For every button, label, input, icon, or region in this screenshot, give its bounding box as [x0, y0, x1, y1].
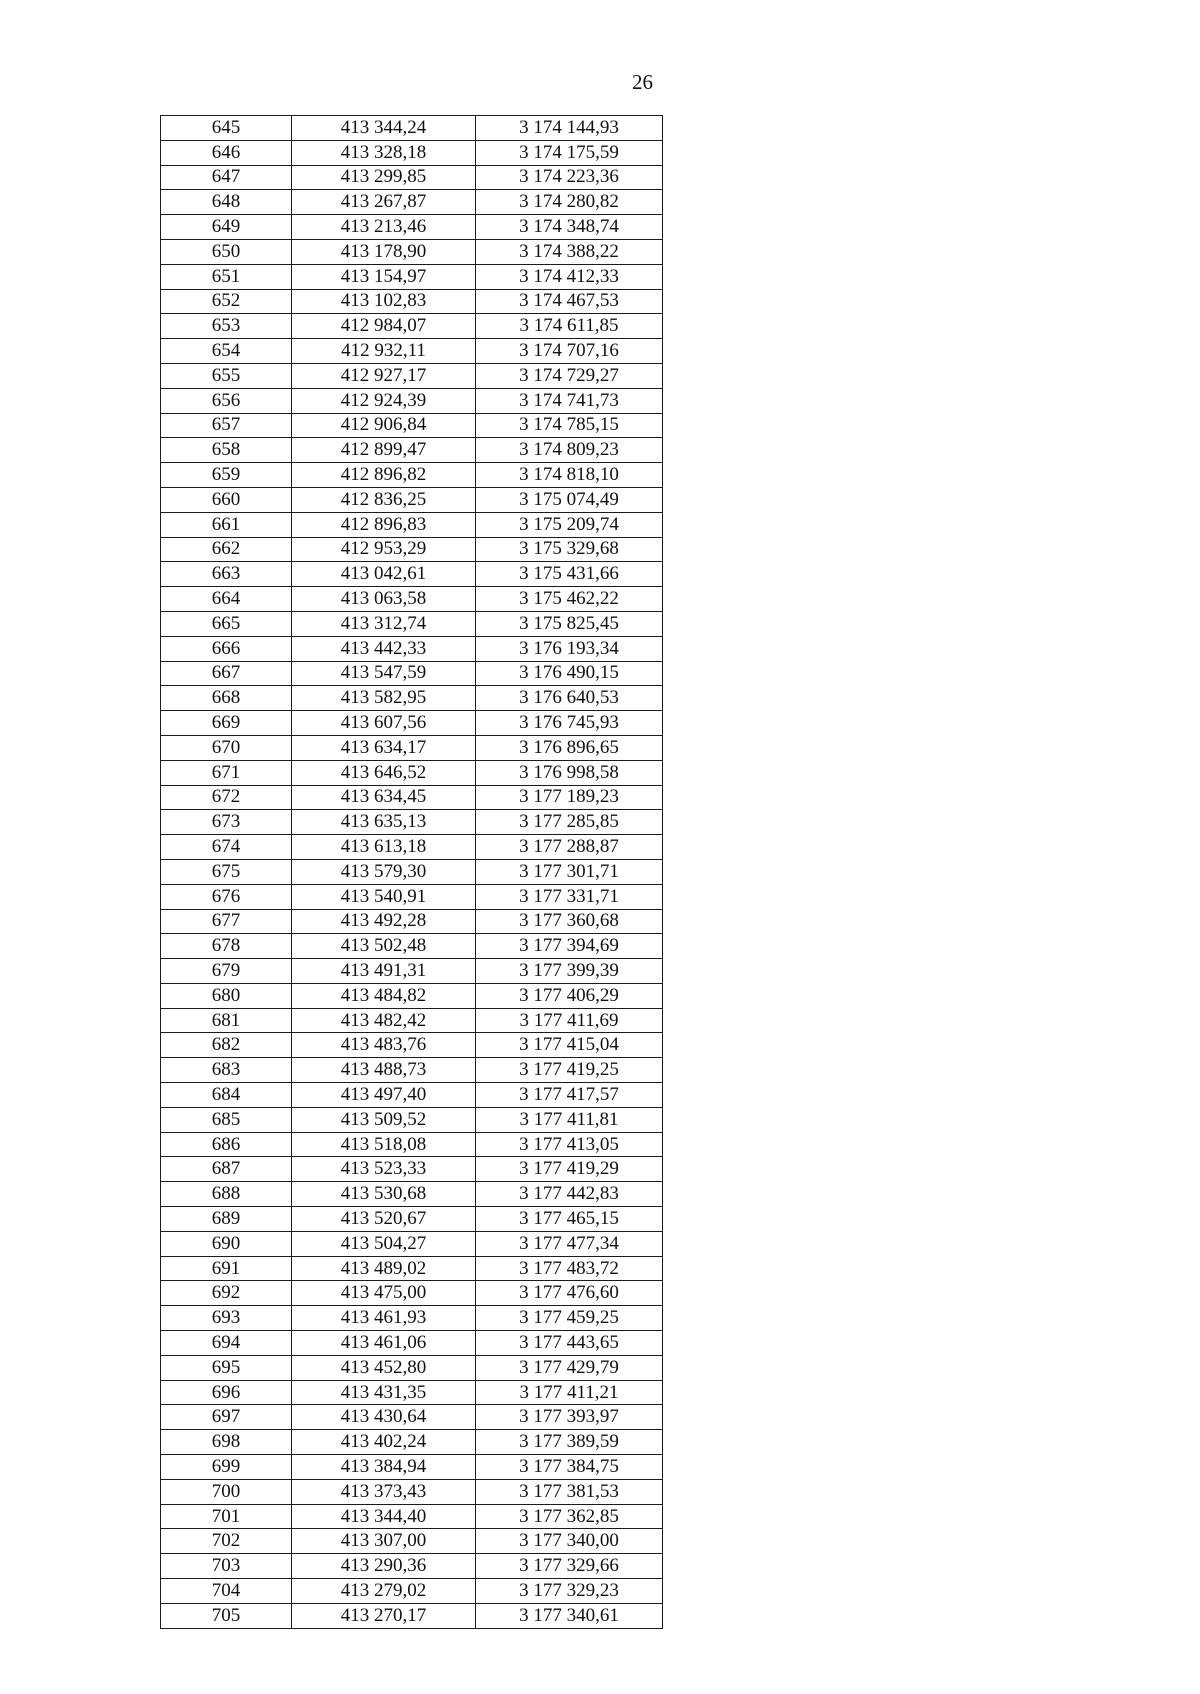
y-coordinate-cell: 3 177 459,25 — [476, 1306, 663, 1331]
point-number-cell: 684 — [161, 1083, 292, 1108]
y-coordinate-cell: 3 177 340,00 — [476, 1529, 663, 1554]
x-coordinate-cell: 413 307,00 — [292, 1529, 476, 1554]
point-number-cell: 677 — [161, 909, 292, 934]
table-row — [161, 487, 663, 512]
y-coordinate-cell: 3 174 611,85 — [476, 314, 663, 339]
table-row — [161, 363, 663, 388]
y-coordinate-cell: 3 174 741,73 — [476, 388, 663, 413]
table-row — [161, 1504, 663, 1529]
point-number-cell: 666 — [161, 636, 292, 661]
y-coordinate-cell: 3 174 348,74 — [476, 215, 663, 240]
x-coordinate-cell: 413 178,90 — [292, 239, 476, 264]
x-coordinate-cell: 413 267,87 — [292, 190, 476, 215]
table-row — [161, 661, 663, 686]
y-coordinate-cell: 3 174 785,15 — [476, 413, 663, 438]
x-coordinate-cell: 413 102,83 — [292, 289, 476, 314]
x-coordinate-cell: 413 279,02 — [292, 1579, 476, 1604]
y-coordinate-cell: 3 175 825,45 — [476, 611, 663, 636]
point-number-cell: 650 — [161, 239, 292, 264]
y-coordinate-cell: 3 176 896,65 — [476, 735, 663, 760]
table-row — [161, 636, 663, 661]
point-number-cell: 700 — [161, 1479, 292, 1504]
table-row — [161, 1182, 663, 1207]
x-coordinate-cell: 413 402,24 — [292, 1430, 476, 1455]
x-coordinate-cell: 413 582,95 — [292, 686, 476, 711]
table-row — [161, 760, 663, 785]
y-coordinate-cell: 3 177 415,04 — [476, 1033, 663, 1058]
x-coordinate-cell: 413 504,27 — [292, 1231, 476, 1256]
y-coordinate-cell: 3 174 818,10 — [476, 463, 663, 488]
table-row — [161, 413, 663, 438]
coordinates-table — [160, 115, 663, 1629]
table-row — [161, 909, 663, 934]
point-number-cell: 662 — [161, 537, 292, 562]
table-row — [161, 388, 663, 413]
table-row — [161, 735, 663, 760]
table-row — [161, 1107, 663, 1132]
y-coordinate-cell: 3 177 189,23 — [476, 785, 663, 810]
y-coordinate-cell: 3 177 411,21 — [476, 1380, 663, 1405]
x-coordinate-cell: 413 475,00 — [292, 1281, 476, 1306]
x-coordinate-cell: 413 523,33 — [292, 1157, 476, 1182]
y-coordinate-cell: 3 177 406,29 — [476, 983, 663, 1008]
table-row — [161, 785, 663, 810]
x-coordinate-cell: 413 461,93 — [292, 1306, 476, 1331]
page-number: 26 — [632, 70, 653, 94]
y-coordinate-cell: 3 174 729,27 — [476, 363, 663, 388]
table-row — [161, 1405, 663, 1430]
y-coordinate-cell: 3 174 467,53 — [476, 289, 663, 314]
table-row — [161, 835, 663, 860]
point-number-cell: 685 — [161, 1107, 292, 1132]
y-coordinate-cell: 3 177 413,05 — [476, 1132, 663, 1157]
x-coordinate-cell: 413 497,40 — [292, 1083, 476, 1108]
x-coordinate-cell: 413 452,80 — [292, 1355, 476, 1380]
y-coordinate-cell: 3 174 388,22 — [476, 239, 663, 264]
x-coordinate-cell: 412 932,11 — [292, 339, 476, 364]
y-coordinate-cell: 3 177 362,85 — [476, 1504, 663, 1529]
point-number-cell: 693 — [161, 1306, 292, 1331]
y-coordinate-cell: 3 177 301,71 — [476, 859, 663, 884]
y-coordinate-cell: 3 175 462,22 — [476, 587, 663, 612]
y-coordinate-cell: 3 177 394,69 — [476, 934, 663, 959]
x-coordinate-cell: 413 635,13 — [292, 810, 476, 835]
table-row — [161, 959, 663, 984]
y-coordinate-cell: 3 175 431,66 — [476, 562, 663, 587]
y-coordinate-cell: 3 177 360,68 — [476, 909, 663, 934]
point-number-cell: 703 — [161, 1554, 292, 1579]
y-coordinate-cell: 3 177 417,57 — [476, 1083, 663, 1108]
table-row — [161, 1231, 663, 1256]
y-coordinate-cell: 3 177 419,25 — [476, 1058, 663, 1083]
y-coordinate-cell: 3 177 419,29 — [476, 1157, 663, 1182]
y-coordinate-cell: 3 177 483,72 — [476, 1256, 663, 1281]
y-coordinate-cell: 3 177 288,87 — [476, 835, 663, 860]
point-number-cell: 691 — [161, 1256, 292, 1281]
point-number-cell: 678 — [161, 934, 292, 959]
y-coordinate-cell: 3 177 476,60 — [476, 1281, 663, 1306]
x-coordinate-cell: 413 484,82 — [292, 983, 476, 1008]
table-row — [161, 314, 663, 339]
x-coordinate-cell: 413 312,74 — [292, 611, 476, 636]
y-coordinate-cell: 3 177 393,97 — [476, 1405, 663, 1430]
x-coordinate-cell: 413 328,18 — [292, 140, 476, 165]
table-row — [161, 611, 663, 636]
y-coordinate-cell: 3 177 477,34 — [476, 1231, 663, 1256]
x-coordinate-cell: 412 953,29 — [292, 537, 476, 562]
point-number-cell: 697 — [161, 1405, 292, 1430]
point-number-cell: 649 — [161, 215, 292, 240]
x-coordinate-cell: 413 634,17 — [292, 735, 476, 760]
point-number-cell: 659 — [161, 463, 292, 488]
point-number-cell: 676 — [161, 884, 292, 909]
table-row — [161, 190, 663, 215]
point-number-cell: 695 — [161, 1355, 292, 1380]
table-row — [161, 1157, 663, 1182]
x-coordinate-cell: 413 384,94 — [292, 1455, 476, 1480]
y-coordinate-cell: 3 177 442,83 — [476, 1182, 663, 1207]
point-number-cell: 667 — [161, 661, 292, 686]
y-coordinate-cell: 3 174 144,93 — [476, 116, 663, 141]
y-coordinate-cell: 3 177 443,65 — [476, 1331, 663, 1356]
table-row — [161, 339, 663, 364]
point-number-cell: 689 — [161, 1207, 292, 1232]
point-number-cell: 679 — [161, 959, 292, 984]
x-coordinate-cell: 412 899,47 — [292, 438, 476, 463]
point-number-cell: 701 — [161, 1504, 292, 1529]
point-number-cell: 686 — [161, 1132, 292, 1157]
x-coordinate-cell: 413 290,36 — [292, 1554, 476, 1579]
table-row — [161, 686, 663, 711]
point-number-cell: 702 — [161, 1529, 292, 1554]
point-number-cell: 696 — [161, 1380, 292, 1405]
table-row — [161, 438, 663, 463]
x-coordinate-cell: 412 984,07 — [292, 314, 476, 339]
point-number-cell: 647 — [161, 165, 292, 190]
table-row — [161, 1207, 663, 1232]
x-coordinate-cell: 413 063,58 — [292, 587, 476, 612]
table-row — [161, 264, 663, 289]
y-coordinate-cell: 3 176 640,53 — [476, 686, 663, 711]
x-coordinate-cell: 413 461,06 — [292, 1331, 476, 1356]
point-number-cell: 655 — [161, 363, 292, 388]
x-coordinate-cell: 413 482,42 — [292, 1008, 476, 1033]
point-number-cell: 658 — [161, 438, 292, 463]
point-number-cell: 673 — [161, 810, 292, 835]
table-row — [161, 1331, 663, 1356]
x-coordinate-cell: 412 896,83 — [292, 512, 476, 537]
coordinates-table-body — [161, 116, 663, 1629]
table-row — [161, 1058, 663, 1083]
table-row — [161, 1256, 663, 1281]
point-number-cell: 665 — [161, 611, 292, 636]
table-row — [161, 934, 663, 959]
point-number-cell: 645 — [161, 116, 292, 141]
y-coordinate-cell: 3 177 381,53 — [476, 1479, 663, 1504]
x-coordinate-cell: 412 896,82 — [292, 463, 476, 488]
point-number-cell: 653 — [161, 314, 292, 339]
x-coordinate-cell: 413 373,43 — [292, 1479, 476, 1504]
x-coordinate-cell: 413 579,30 — [292, 859, 476, 884]
point-number-cell: 670 — [161, 735, 292, 760]
x-coordinate-cell: 413 213,46 — [292, 215, 476, 240]
x-coordinate-cell: 413 646,52 — [292, 760, 476, 785]
point-number-cell: 698 — [161, 1430, 292, 1455]
x-coordinate-cell: 413 518,08 — [292, 1132, 476, 1157]
table-row — [161, 165, 663, 190]
y-coordinate-cell: 3 174 412,33 — [476, 264, 663, 289]
table-row — [161, 1132, 663, 1157]
table-row — [161, 1083, 663, 1108]
y-coordinate-cell: 3 176 998,58 — [476, 760, 663, 785]
point-number-cell: 651 — [161, 264, 292, 289]
x-coordinate-cell: 413 154,97 — [292, 264, 476, 289]
point-number-cell: 652 — [161, 289, 292, 314]
x-coordinate-cell: 413 492,28 — [292, 909, 476, 934]
y-coordinate-cell: 3 177 340,61 — [476, 1603, 663, 1628]
y-coordinate-cell: 3 175 209,74 — [476, 512, 663, 537]
table-row — [161, 1380, 663, 1405]
x-coordinate-cell: 413 270,17 — [292, 1603, 476, 1628]
table-row — [161, 1479, 663, 1504]
x-coordinate-cell: 413 502,48 — [292, 934, 476, 959]
table-row — [161, 289, 663, 314]
y-coordinate-cell: 3 177 331,71 — [476, 884, 663, 909]
point-number-cell: 694 — [161, 1331, 292, 1356]
point-number-cell: 682 — [161, 1033, 292, 1058]
x-coordinate-cell: 412 906,84 — [292, 413, 476, 438]
x-coordinate-cell: 413 483,76 — [292, 1033, 476, 1058]
y-coordinate-cell: 3 174 175,59 — [476, 140, 663, 165]
point-number-cell: 669 — [161, 711, 292, 736]
y-coordinate-cell: 3 174 280,82 — [476, 190, 663, 215]
table-row — [161, 983, 663, 1008]
y-coordinate-cell: 3 177 411,81 — [476, 1107, 663, 1132]
y-coordinate-cell: 3 177 389,59 — [476, 1430, 663, 1455]
x-coordinate-cell: 413 344,40 — [292, 1504, 476, 1529]
y-coordinate-cell: 3 174 707,16 — [476, 339, 663, 364]
point-number-cell: 675 — [161, 859, 292, 884]
x-coordinate-cell: 413 431,35 — [292, 1380, 476, 1405]
y-coordinate-cell: 3 177 384,75 — [476, 1455, 663, 1480]
point-number-cell: 690 — [161, 1231, 292, 1256]
point-number-cell: 683 — [161, 1058, 292, 1083]
x-coordinate-cell: 413 042,61 — [292, 562, 476, 587]
y-coordinate-cell: 3 176 193,34 — [476, 636, 663, 661]
x-coordinate-cell: 413 530,68 — [292, 1182, 476, 1207]
table-row — [161, 810, 663, 835]
y-coordinate-cell: 3 177 399,39 — [476, 959, 663, 984]
table-row — [161, 1455, 663, 1480]
x-coordinate-cell: 413 613,18 — [292, 835, 476, 860]
x-coordinate-cell: 413 547,59 — [292, 661, 476, 686]
point-number-cell: 663 — [161, 562, 292, 587]
x-coordinate-cell: 413 488,73 — [292, 1058, 476, 1083]
point-number-cell: 657 — [161, 413, 292, 438]
table-row — [161, 463, 663, 488]
x-coordinate-cell: 413 489,02 — [292, 1256, 476, 1281]
y-coordinate-cell: 3 176 745,93 — [476, 711, 663, 736]
point-number-cell: 680 — [161, 983, 292, 1008]
table-row — [161, 1355, 663, 1380]
x-coordinate-cell: 413 509,52 — [292, 1107, 476, 1132]
x-coordinate-cell: 413 430,64 — [292, 1405, 476, 1430]
table-row — [161, 1579, 663, 1604]
table-row — [161, 1008, 663, 1033]
table-row — [161, 239, 663, 264]
y-coordinate-cell: 3 177 329,23 — [476, 1579, 663, 1604]
point-number-cell: 660 — [161, 487, 292, 512]
table-row — [161, 587, 663, 612]
point-number-cell: 648 — [161, 190, 292, 215]
point-number-cell: 671 — [161, 760, 292, 785]
point-number-cell: 674 — [161, 835, 292, 860]
table-row — [161, 215, 663, 240]
table-row — [161, 562, 663, 587]
table-row — [161, 140, 663, 165]
point-number-cell: 654 — [161, 339, 292, 364]
x-coordinate-cell: 413 540,91 — [292, 884, 476, 909]
y-coordinate-cell: 3 174 809,23 — [476, 438, 663, 463]
y-coordinate-cell: 3 176 490,15 — [476, 661, 663, 686]
x-coordinate-cell: 413 299,85 — [292, 165, 476, 190]
point-number-cell: 699 — [161, 1455, 292, 1480]
table-row — [161, 859, 663, 884]
y-coordinate-cell: 3 177 429,79 — [476, 1355, 663, 1380]
table-row — [161, 884, 663, 909]
point-number-cell: 664 — [161, 587, 292, 612]
x-coordinate-cell: 412 927,17 — [292, 363, 476, 388]
table-row — [161, 711, 663, 736]
table-row — [161, 1529, 663, 1554]
y-coordinate-cell: 3 174 223,36 — [476, 165, 663, 190]
y-coordinate-cell: 3 177 411,69 — [476, 1008, 663, 1033]
table-row — [161, 1430, 663, 1455]
x-coordinate-cell: 412 924,39 — [292, 388, 476, 413]
table-row — [161, 1306, 663, 1331]
point-number-cell: 704 — [161, 1579, 292, 1604]
table-row — [161, 1554, 663, 1579]
point-number-cell: 668 — [161, 686, 292, 711]
point-number-cell: 646 — [161, 140, 292, 165]
y-coordinate-cell: 3 175 074,49 — [476, 487, 663, 512]
x-coordinate-cell: 413 491,31 — [292, 959, 476, 984]
y-coordinate-cell: 3 177 465,15 — [476, 1207, 663, 1232]
y-coordinate-cell: 3 177 285,85 — [476, 810, 663, 835]
point-number-cell: 705 — [161, 1603, 292, 1628]
point-number-cell: 672 — [161, 785, 292, 810]
x-coordinate-cell: 413 442,33 — [292, 636, 476, 661]
x-coordinate-cell: 413 344,24 — [292, 116, 476, 141]
table-row — [161, 116, 663, 141]
table-row — [161, 1033, 663, 1058]
point-number-cell: 681 — [161, 1008, 292, 1033]
x-coordinate-cell: 413 607,56 — [292, 711, 476, 736]
point-number-cell: 692 — [161, 1281, 292, 1306]
point-number-cell: 687 — [161, 1157, 292, 1182]
y-coordinate-cell: 3 177 329,66 — [476, 1554, 663, 1579]
point-number-cell: 656 — [161, 388, 292, 413]
x-coordinate-cell: 413 634,45 — [292, 785, 476, 810]
table-row — [161, 512, 663, 537]
x-coordinate-cell: 412 836,25 — [292, 487, 476, 512]
table-row — [161, 537, 663, 562]
point-number-cell: 661 — [161, 512, 292, 537]
table-row — [161, 1603, 663, 1628]
table-row — [161, 1281, 663, 1306]
x-coordinate-cell: 413 520,67 — [292, 1207, 476, 1232]
point-number-cell: 688 — [161, 1182, 292, 1207]
y-coordinate-cell: 3 175 329,68 — [476, 537, 663, 562]
